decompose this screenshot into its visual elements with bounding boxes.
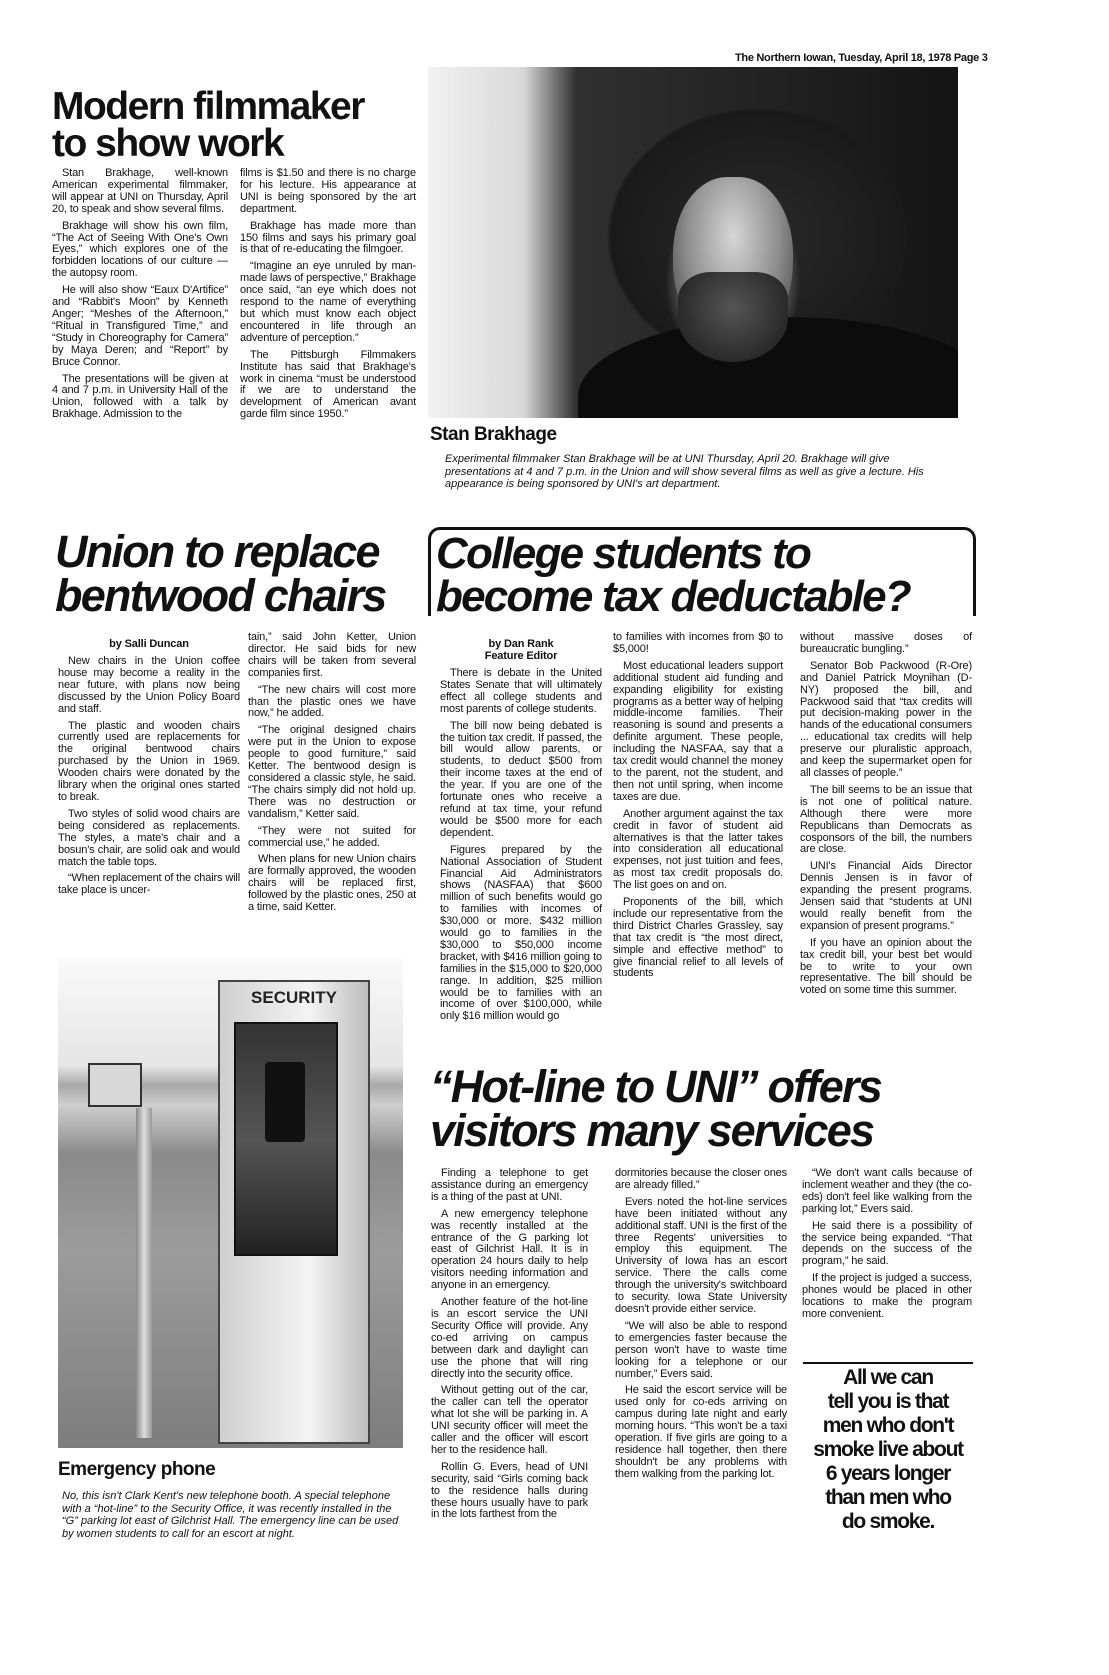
paragraph: He will also show “Eaux D'Artifice” and “Rabbit's Moon” by Kenneth Anger; “Meshes of the Afternoon,” “Ritual in Transfigured Time,” and “Study in Choreography for Camera” by Maya Deren; and “Report” by Bruce Connor. — [52, 284, 228, 368]
paragraph: The presentations will be given at 4 and 7 p.m. in University Hall of the Union, followed with a talk by Brakhage. Admission to the — [52, 372, 228, 421]
brakhage-photo-title: Stan Brakhage — [430, 424, 557, 445]
brakhage-photo — [428, 67, 958, 418]
paragraph: There is debate in the United States Senate that will ultimately effect all college students and most parents of college students. — [440, 667, 602, 715]
ad-rule — [803, 1362, 973, 1364]
headline-line: Modern filmmaker — [52, 85, 364, 128]
ad-line: smoke live about — [813, 1438, 963, 1461]
paragraph: “Imagine an eye unruled by man-made laws of perspective,” Brakhage once said, “an eye which does not respond to the name of everything but which must know each object encountered in life through an adventure of perception.” — [240, 260, 416, 344]
emergency-phone-title: Emergency phone — [58, 1459, 216, 1480]
paragraph: The bill now being debated is the tuition tax credit. If passed, the bill would allow parents, or students, to deduct $500 from their income taxes at the end of the year. If you are one of the fortunate ones who receive a refund at tax time, your refund would be $500 more for each dependent. — [440, 719, 602, 839]
paragraph: “They were not suited for commercial use,” he added. — [248, 824, 416, 849]
filmmaker-column-2 — [240, 168, 416, 426]
paragraph: He said there is a possibility of the service being expanded. “That depends on the success of the program,” he said. — [802, 1219, 972, 1268]
paragraph: “We don't want calls because of inclement weather and they (the co-eds) don't feel like walking from the parking lot,” Evers said. — [802, 1167, 972, 1215]
headline-line: “Hot-line to UNI” offers — [430, 1061, 881, 1112]
college-column-1 — [440, 638, 602, 1028]
paragraph: Two styles of solid wood chairs are being considered as replacements. The styles, a mate's chair and a bosun's chair, are solid oak and would match the table tops. — [58, 807, 240, 868]
paragraph: Rollin G. Evers, head of UNI security, said “Girls coming back to the residence halls during these hours usually have to park in the lots farthest from the — [431, 1460, 588, 1521]
headline-line: bentwood chairs — [55, 570, 386, 622]
paragraph: Another feature of the hot-line is an escort service the UNI Security Office will provide. Any co-ed arriving on campus between dark and daylight can use the phone that will ring directly into the security office. — [431, 1296, 588, 1380]
paragraph: without massive doses of bureaucratic bungling.” — [800, 631, 972, 655]
ad-line: tell you is that — [827, 1390, 949, 1413]
paragraph: A new emergency telephone was recently installed at the entrance of the G parking lot east of Gilchrist Hall. It is in operation 24 hours daily to help visitors needing information and anyone in an emergency. — [431, 1207, 588, 1292]
phone-booth — [218, 980, 370, 1444]
byline — [440, 638, 602, 662]
callbox-pole — [136, 1108, 152, 1438]
paragraph: “The new chairs will cost more than the plastic ones we have now,” he added. — [248, 683, 416, 720]
paragraph: Most educational leaders support additional student aid funding and expanding eligibility for existing programs as a better way of helping middle-income families. Their reasoning is sound and presents a definite argument. These people, including the NASFAA, say that a tax credit would channel the money to the parent, not the student, and then not until spring, when income taxes are due. — [613, 659, 783, 803]
union-headline — [55, 526, 386, 622]
paragraph: to families with incomes from $0 to $5,000! — [613, 631, 783, 655]
paragraph: Senator Bob Packwood (R-Ore) and Daniel Patrick Moynihan (D-NY) proposed the bill, and Packwood said that “tax credits will put decision-making power in the hands of the educational consumers ... educational tax credits will help preserve our pluralistic approach, and keep the supermarket open for all classes of people.” — [800, 659, 972, 779]
hotline-column-3 — [802, 1168, 972, 1326]
paragraph: Finding a telephone to get assistance during an emergency is a thing of the past at UNI. — [431, 1167, 588, 1203]
emergency-phone-photo — [58, 958, 403, 1448]
byline: by Salli Duncan — [109, 638, 189, 650]
college-headline — [436, 529, 910, 622]
paragraph: When plans for new Union chairs are formally approved, the wooden chairs will be replaced first, followed by the plastic ones, 250 at a time, said Ketter. — [248, 853, 416, 914]
paragraph: New chairs in the Union coffee house may become a reality in the near future, with plans now being discussed by the Union Policy Board and staff. — [58, 655, 240, 715]
paragraph: UNI's Financial Aids Director Dennis Jensen is in favor of expanding the present programs. Jensen said that “students at UNI would really benefit from the expansion of present programs.” — [800, 860, 972, 932]
union-column-1 — [58, 638, 240, 902]
paragraph: “When replacement of the chairs will take place is uncer- — [58, 872, 240, 897]
paragraph: The bill seems to be an issue that is not one of political nature. Although there were more Republicans than Democrats as cosponsors of the bill, the numbers are close. — [800, 783, 972, 856]
ad-line: 6 years longer — [825, 1462, 951, 1485]
portrait-beard — [678, 272, 788, 362]
paragraph: Proponents of the bill, which include our representative from the third District Charles Grassley, say that tax credit is “the most direct, simple and effective method” to give financial relief to all levels of students — [613, 896, 783, 980]
hotline-column-2 — [615, 1168, 787, 1486]
paragraph: films is $1.50 and there is no charge for his lecture. His appearance at UNI is being sponsored by the art department. — [240, 167, 416, 215]
security-sign: SECURITY — [251, 988, 337, 1007]
paragraph: If the project is judged a success, phones would be placed in other locations to make the program more convenient. — [802, 1272, 972, 1320]
headline-line: College students to — [436, 529, 811, 578]
ad-line: All we can — [843, 1366, 933, 1389]
college-column-2 — [613, 632, 783, 985]
byline-title: Feature Editor — [484, 650, 558, 662]
telephone — [265, 1062, 305, 1142]
paragraph: “We will also be able to respond to emergencies faster because the person won't have to waste time looking for a telephone or our number,” Evers said. — [615, 1319, 787, 1380]
paragraph: tain,” said John Ketter, Union director. He said bids for new chairs will be taken from several companies first. — [248, 631, 416, 679]
brakhage-photo-caption: Experimental filmmaker Stan Brakhage will be at UNI Thursday, April 20. Brakhage will give presentations at 4 and 7 p.m. in the Union and will show several films as well as give a lecture. His appearance is being sponsored by UNI's art department. — [445, 453, 924, 490]
headline-line: to show work — [52, 122, 284, 166]
paragraph: Another argument against the tax credit in favor of student aid alternatives is that the latter takes into consideration all educational expenses, not just tuition and fees, as most tax credit proposals do. The list goes on and on. — [613, 807, 783, 892]
paragraph: He said the escort service will be used only for co-eds arriving on campus during late night and early morning hours. “This won't be a taxi operation. If five girls are going to a residence hall together, then there shouldn't be any problems with them walking from the parking lot. — [615, 1384, 787, 1480]
union-column-2 — [248, 632, 416, 919]
paragraph: Evers noted the hot-line services have been initiated without any additional staff. UNI is the first of the three Regents' universities to employ this equipment. The University of Iowa has an escort service. There the calls come through the university's switchboard to security. Iowa State University doesn't provide either service. — [615, 1195, 787, 1315]
ad-line: men who don't — [822, 1414, 954, 1437]
filmmaker-column-1 — [52, 168, 228, 426]
paragraph: Figures prepared by the National Association of Student Financial Aid Administrators shows (NASFAA) that $600 million of such benefits would go to families with incomes of $30,000 or more. $432 million would go to families in the $30,000 to $50,000 income bracket, with $416 million going to families in the $15,000 to $20,000 range. In addition, $25 million would be to families with an income of over $100,000, while only $16 million would go — [440, 843, 602, 1023]
hotline-headline — [430, 1061, 881, 1157]
union-column-1-body — [58, 656, 240, 897]
ad-line: do smoke. — [841, 1510, 935, 1533]
paragraph: Brakhage will show his own film, “The Act of Seeing With One's Own Eyes,” which explores one of the forbidden locations of our culture — the autopsy room. — [52, 219, 228, 280]
college-column-3 — [800, 632, 972, 1002]
headline-line: Union to replace — [55, 526, 379, 577]
college-column-1-body — [440, 668, 602, 1023]
hotline-column-1 — [431, 1168, 588, 1526]
filmmaker-headline — [52, 85, 364, 166]
paragraph: If you have an opinion about the tax credit bill, your best bet would be to write to your own representative. The bill should be voted on some time this summer. — [800, 936, 972, 997]
ad-line: than men who — [825, 1486, 951, 1509]
paragraph: The Pittsburgh Filmmakers Institute has said that Brakhage's work in cinema “must be understood if we are to understand the development of American avant garde film since 1950.” — [240, 348, 416, 421]
paragraph: The plastic and wooden chairs currently used are replacements for the original bentwood chairs purchased by the Union in 1969. Wooden chairs were donated by the library when the original ones started to break. — [58, 719, 240, 803]
paragraph: Without getting out of the car, the caller can tell the operator what lot she will be parking in. A UNI security officer will meet the caller and the officer will escort her to the residence hall. — [431, 1384, 588, 1456]
callbox — [88, 1063, 142, 1107]
paragraph: Brakhage has made more than 150 films and says his primary goal is that of re-educating the filmgoer. — [240, 219, 416, 256]
headline-line: visitors many services — [430, 1105, 874, 1157]
masthead: The Northern Iowan, Tuesday, April 18, 1978 Page 3 — [735, 52, 988, 64]
paragraph: Stan Brakhage, well-known American experimental filmmaker, will appear at UNI on Thursday, April 20, to speak and show several films. — [52, 167, 228, 215]
emergency-phone-caption: No, this isn't Clark Kent's new telephone booth. A special telephone with a “hot-line” to the Security Office, it was recently installed in the “G” parking lot east of Gilchrist Hall. The emergency line can be used by women students to call for an escort at night. — [62, 1490, 399, 1540]
headline-line: become tax deductable? — [436, 572, 910, 622]
paragraph: “The original designed chairs were put in the Union to expose people to good furniture,” said Ketter. The bentwood design is considered a classic style, he said. “The chairs simply did not hold up. There was no destruction or vandalism,” Ketter said. — [248, 724, 416, 820]
no-smoking-ad — [803, 1366, 973, 1534]
paragraph: dormitories because the closer ones are already filled.” — [615, 1167, 787, 1191]
byline-name: by Dan Rank — [488, 638, 554, 650]
